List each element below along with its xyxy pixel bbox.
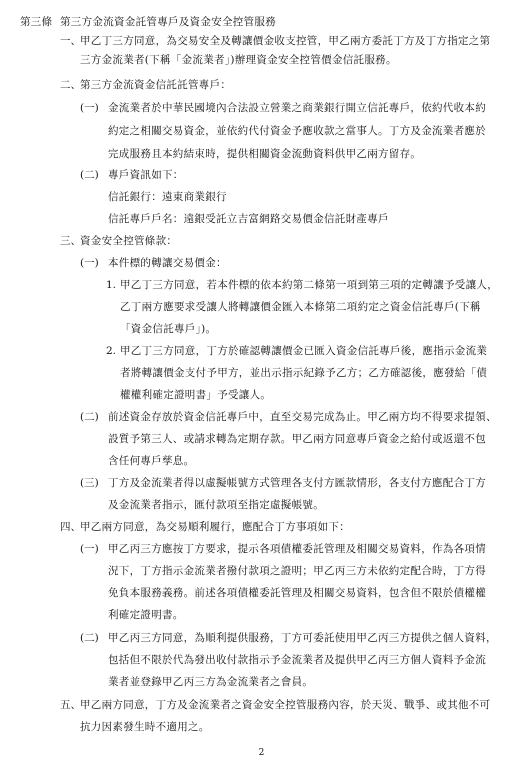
section-2-number: 二、 [60,79,81,91]
item-2-number: 2. [106,345,117,357]
section-5-line-2: 抗力因素發生時不適用之。 [80,721,210,733]
section-4-para-1-line-2: 況下，丁方指示金流業者撥付款項之證明；甲乙丙三方未依約定配合時，丁方得 [108,565,486,577]
section-4-para-1-line-4: 利確定證明書。 [108,609,184,621]
section-1-number: 一、 [60,35,81,47]
trust-bank: 信託銀行：遠東商業銀行 [108,191,227,203]
section-3-para-3-number: (三) [80,477,99,489]
section-1-line-1: 甲乙丁三方同意，為交易安全及轉讓價金收支控管，甲乙兩方委託丁方及丁方指定之第 [80,35,491,47]
section-2-para-1-line-3: 完成服務且本約結束時，提供相關資金流動資料供甲乙兩方留存。 [108,148,422,160]
section-4-para-1-line-1: 甲乙丙三方應按丁方要求，提示各項債權委託管理及相關交易資料，作為各項情 [108,543,486,555]
section-3-para-3-line-1: 丁方及金流業者得以虛擬帳號方式管理各支付方匯款情形，各支付方應配合丁方 [108,477,486,489]
section-4-para-1-number: (一) [80,543,99,555]
page-number: 2 [258,748,265,758]
item-2-line-3: 權權利確定證明書」予受讓人。 [120,389,272,401]
section-4-para-2-number: (二) [80,632,99,644]
section-2-title: 第三方金流資金信託託管專戶： [80,79,232,91]
item-1-line-1: 甲乙丁三方同意，若本件標的依本約第二條第一項到第三項的定轉讓予受讓人， [120,279,498,291]
section-3-number: 三、 [60,235,81,247]
section-3-title: 資金安全控管條款： [80,235,178,247]
section-3-para-3-line-2: 及金流業者指示，匯付款項至指定虛擬帳號。 [108,499,324,511]
item-1-line-2: 乙丁兩方應要求受讓人將轉讓價金匯入本條第二項約定之資金信託專戶(下稱 [120,301,481,313]
section-3-para-2-line-2: 設質予第三人、或請求轉為定期存款。甲乙兩方同意專戶資金之給付或返還不包 [108,433,486,445]
section-3-para-2-line-1: 前述資金存放於資金信託專戶中，直至交易完成為止。甲乙兩方均不得要求提領、 [108,411,497,423]
trust-account-name: 信託專戶戶名：遠銀受託立吉富網路交易價金信託財產專戶 [108,213,389,225]
section-4-para-2-line-1: 甲乙丙三方同意，為順利提供服務，丁方可委託使用甲乙丙三方提供之個人資料， [108,632,497,644]
section-3-para-1-number: (一) [80,257,99,269]
section-1-line-2: 三方金流業者(下稱「金流業者」)辦理資金安全控管價金信託服務。 [80,54,397,66]
section-4-para-1-line-3: 免負本服務義務。前述各項債權委託管理及相關交易資料，包含但不限於債權權 [108,587,486,599]
section-5-number: 五、 [60,699,81,711]
section-2-para-1-number: (一) [80,102,99,114]
article-title: 第三方金流資金託管專戶及資金安全控管服務 [60,16,276,28]
section-2-para-2-title: 專戶資訊如下： [108,169,184,181]
section-3-para-2-line-3: 含任何專戶孳息。 [108,455,195,467]
section-2-para-2-number: (二) [80,169,99,181]
section-4-para-2-line-3: 業者並登錄甲乙丙三方為金流業者之會員。 [108,676,314,688]
section-3-para-1-title: 本件標的轉讓交易價金： [108,257,227,269]
section-4-para-2-line-2: 包括但不限於代為發出收付款指示予金流業者及提供甲乙丙三方個人資料予金流 [108,654,486,666]
section-2-para-1-line-1: 金流業者於中華民國境內合法設立營業之商業銀行開立信託專戶，依約代收本約 [108,102,486,114]
section-3-para-2-number: (二) [80,411,99,423]
article-label: 第三條 [20,16,53,28]
section-5-line-1: 甲乙兩方同意，丁方及金流業者之資金安全控管服務內容，於天災、戰爭、或其他不可 [80,699,491,711]
section-2-para-1-line-2: 約定之相關交易資金，並依約代付資金予應收款之當事人。丁方及金流業者應於 [108,125,486,137]
item-2-line-2: 者將轉讓價金支付予甲方，並出示指示紀錄予乙方；乙方確認後，應發給「債 [120,367,488,379]
item-1-number: 1. [106,279,117,291]
item-1-line-3: 「資金信託專戶」)。 [120,323,217,335]
item-2-line-1: 甲乙丁三方同意，丁方於確認轉讓價金已匯入資金信託專戶後，應指示金流業 [120,345,488,357]
section-4-number: 四、 [60,521,81,533]
section-4-title: 甲乙兩方同意，為交易順利履行，應配合丁方事項如下： [80,521,350,533]
